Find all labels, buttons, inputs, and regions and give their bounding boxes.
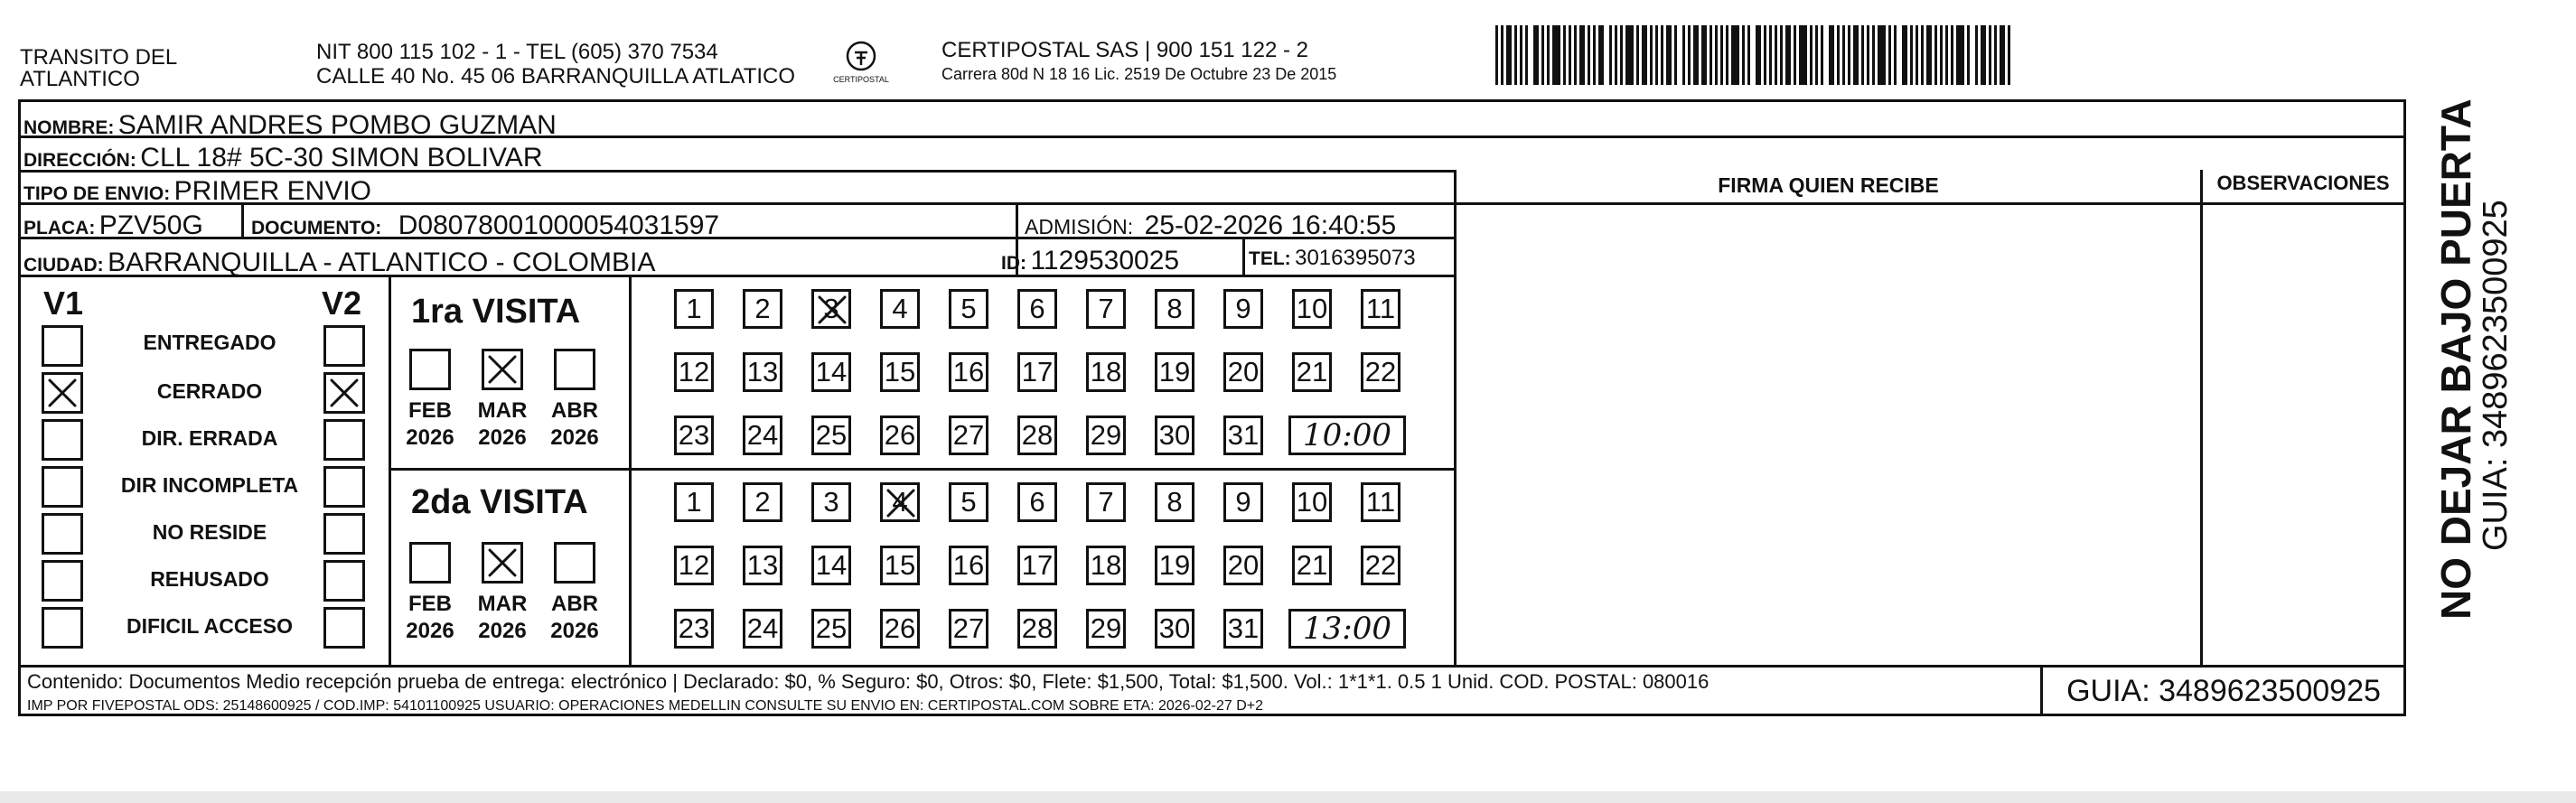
signature-area[interactable] (1459, 206, 2198, 662)
barcode-bar (1747, 25, 1750, 85)
second-visit-day-box[interactable]: 13 (743, 546, 782, 585)
second-visit-day-box[interactable]: 10 (1292, 482, 1332, 522)
barcode-bar (1981, 25, 1986, 85)
v1-label: V1 (43, 285, 84, 322)
second-visit-month-checkbox[interactable] (554, 542, 595, 584)
first-visit-month-label: ABR 2026 (550, 398, 599, 450)
barcode-bar (1552, 25, 1560, 85)
barcode-bar (1975, 25, 1978, 85)
barcode-bar (1842, 25, 1845, 85)
second-visit-day-box[interactable]: 29 (1086, 609, 1126, 649)
barcode-bar (1609, 25, 1612, 85)
first-visit-day-box[interactable]: 15 (880, 352, 920, 392)
barcode-bar (1720, 25, 1723, 85)
second-visit-month-label: FEB 2026 (406, 592, 454, 643)
barcode-bar (1655, 25, 1658, 85)
second-visit-day-box[interactable]: 11 (1361, 482, 1400, 522)
second-visit-day-box[interactable]: 22 (1361, 546, 1400, 585)
second-visit-day-box[interactable]: 5 (949, 482, 988, 522)
barcode-bar (1715, 25, 1718, 85)
second-visit-day-box[interactable]: 16 (949, 546, 988, 585)
second-visit-day-box[interactable]: 8 (1155, 482, 1194, 522)
status-label: DIFICIL ACCESO (126, 614, 293, 638)
barcode-bar (1693, 25, 1699, 85)
second-visit-day-box[interactable]: 18 (1086, 546, 1126, 585)
second-visit-day-box[interactable]: 9 (1223, 482, 1263, 522)
barcode-bar (1794, 25, 1796, 85)
contenido-line: Contenido: Documentos Medio recepción prueba de entrega: electrónico | Declarado: $0, % Seguro: $0, Otros: $0, Flete: $1,500, Total: $1,500. Vol.: 1*1*1. 0.5 1 Unid. COD. POSTAL: 080016 (27, 670, 1710, 693)
tel-value: 3016395073 (1295, 246, 1416, 270)
observaciones-header: OBSERVACIONES (2216, 172, 2390, 194)
barcode-bar (1701, 25, 1707, 85)
barcode-bar (1506, 25, 1512, 85)
barcode-bar (1902, 25, 1907, 85)
first-visit-day-box[interactable]: 16 (949, 352, 988, 392)
first-visit-day-box[interactable]: 14 (811, 352, 851, 392)
guia-footer-box: GUIA: 3489623500925 (2066, 674, 2381, 708)
v2-checkbox[interactable] (323, 325, 365, 367)
tipo-envio-label: TIPO DE ENVIO: (23, 183, 171, 204)
first-visit-day-box[interactable]: 11 (1361, 289, 1400, 329)
admision-value: 25-02-2026 16:40:55 (1144, 210, 1397, 240)
status-label: ENTREGADO (143, 331, 276, 354)
barcode-bar (1967, 25, 1970, 85)
first-visit-title: 1ra VISITA (411, 293, 581, 331)
no-dejar-bajo-puerta: NO DEJAR BAJO PUERTA (2432, 98, 2479, 620)
second-visit-day-box[interactable]: 1 (674, 482, 714, 522)
second-visit-day-box[interactable]: 14 (811, 546, 851, 585)
admision-label: ADMISIÓN: (1025, 215, 1134, 238)
barcode-bar (1894, 25, 1897, 85)
barcode-bar (1956, 25, 1964, 85)
v1-checkbox[interactable] (42, 513, 83, 555)
first-visit-day-box[interactable]: 25 (811, 416, 851, 455)
barcode-bar (1636, 25, 1639, 85)
barcode-bar (1541, 25, 1544, 85)
barcode-bar (1921, 25, 1924, 85)
first-visit-month-label: MAR 2026 (477, 398, 528, 450)
documento-value: D08078001000054031597 (398, 210, 720, 240)
second-visit-day-box[interactable]: 31 (1223, 609, 1263, 649)
second-visit-month-checkbox[interactable] (409, 542, 451, 584)
barcode-bar (1520, 25, 1522, 85)
barcode-bar (1867, 25, 1869, 85)
first-visit-day-box[interactable]: 20 (1223, 352, 1263, 392)
v1-checkbox[interactable] (42, 325, 83, 367)
second-visit-day-box[interactable]: 4 (880, 482, 920, 522)
placa-label: PLACA: (23, 218, 96, 238)
barcode-bar (2000, 25, 2005, 85)
barcode-bar (1620, 25, 1623, 85)
status-label: CERRADO (156, 379, 263, 403)
barcode-bar (1501, 25, 1503, 85)
barcode-bar (1989, 25, 1991, 85)
barcode-bar (1926, 25, 1932, 85)
barcode-bar (1848, 25, 1850, 85)
barcode-bar (1775, 25, 1777, 85)
barcode-bar (1514, 25, 1517, 85)
barcode-bar (1764, 25, 1766, 85)
first-visit-day-box[interactable]: 3 (811, 289, 851, 329)
second-visit-day-box[interactable]: 15 (880, 546, 920, 585)
second-visit-day-box[interactable]: 6 (1017, 482, 1057, 522)
tracking-barcode (1495, 25, 2013, 85)
first-visit-day-box[interactable]: 1 (674, 289, 714, 329)
firma-header: FIRMA QUIEN RECIBE (1718, 173, 1939, 197)
second-visit-day-box[interactable]: 28 (1017, 609, 1057, 649)
barcode-bar (1815, 25, 1818, 85)
barcode-bar (1650, 25, 1653, 85)
barcode-bar (1726, 25, 1728, 85)
barcode-bar (1785, 25, 1791, 85)
second-visit-day-box[interactable]: 12 (674, 546, 714, 585)
barcode-bar (1642, 25, 1647, 85)
v2-checkbox[interactable] (323, 466, 365, 508)
first-visit-day-box[interactable]: 2 (743, 289, 782, 329)
second-visit-day-box[interactable]: 25 (811, 609, 851, 649)
v1-checkbox[interactable] (42, 466, 83, 508)
second-visit-day-box[interactable]: 26 (880, 609, 920, 649)
first-visit-day-box[interactable]: 24 (743, 416, 782, 455)
second-visit-month-label: MAR 2026 (477, 592, 528, 643)
first-visit-day-box[interactable]: 12 (674, 352, 714, 392)
second-visit-day-box[interactable]: 17 (1017, 546, 1057, 585)
guia-side: GUIA: 3489623500925 (2477, 200, 2515, 551)
first-visit-day-box[interactable]: 7 (1086, 289, 1126, 329)
barcode-bar (1625, 25, 1634, 85)
id-value: 1129530025 (1030, 246, 1180, 275)
barcode-bar (1525, 25, 1528, 85)
first-visit-day-box[interactable]: 4 (880, 289, 920, 329)
barcode-bar (1563, 25, 1566, 85)
v1-checkbox[interactable] (42, 372, 83, 414)
barcode-bar (1940, 25, 1943, 85)
barcode-bar (1780, 25, 1783, 85)
observations-area[interactable] (2206, 206, 2403, 662)
barcode-bar (2008, 25, 2010, 85)
barcode-bar (1756, 25, 1761, 85)
first-visit-day-box[interactable]: 30 (1155, 416, 1194, 455)
v1-checkbox[interactable] (42, 607, 83, 649)
barcode-bar (1799, 25, 1807, 85)
barcode-bar (1810, 25, 1813, 85)
certipostal-logo: CERTIPOSTAL (829, 40, 893, 92)
first-visit-day-box[interactable]: 17 (1017, 352, 1057, 392)
first-visit-day-box[interactable]: 23 (674, 416, 714, 455)
sender-name-line1: TRANSITO DEL (20, 45, 178, 70)
v2-checkbox[interactable] (323, 607, 365, 649)
barcode-bar (1853, 25, 1859, 85)
second-visit-title: 2da VISITA (411, 483, 588, 521)
barcode-bar (1951, 25, 1953, 85)
first-visit-day-box[interactable]: 18 (1086, 352, 1126, 392)
v1-checkbox[interactable] (42, 560, 83, 602)
first-visit-day-box[interactable]: 5 (949, 289, 988, 329)
barcode-bar (1837, 25, 1840, 85)
direccion-value: CLL 18# 5C-30 SIMON BOLIVAR (140, 143, 543, 173)
carrier-license-line: Carrera 80d N 18 16 Lic. 2519 De Octubre 23 De 2015 (941, 65, 1337, 83)
ciudad-label: CIUDAD: (23, 255, 104, 275)
imp-line: IMP POR FIVEPOSTAL ODS: 25148600925 / COD.IMP: 54101100925 USUARIO: OPERACIONES MEDELLIN CONSULTE SU ENVIO EN: CERTIPOSTAL.COM SOBRE ETA: 2026-02-27 D+2 (27, 698, 1264, 714)
v2-label: V2 (322, 285, 362, 322)
barcode-bar (1593, 25, 1596, 85)
barcode-bar (1615, 25, 1617, 85)
sender-name-line2: ATLANTICO (20, 67, 140, 91)
first-visit-day-box[interactable]: 10 (1292, 289, 1332, 329)
barcode-bar (1674, 25, 1677, 85)
v1-checkbox[interactable] (42, 419, 83, 461)
second-visit-day-box[interactable]: 24 (743, 609, 782, 649)
first-visit-day-box[interactable]: 28 (1017, 416, 1057, 455)
first-visit-day-box[interactable]: 8 (1155, 289, 1194, 329)
barcode-bar (1666, 25, 1672, 85)
barcode-bar (1547, 25, 1550, 85)
barcode-bar (1994, 25, 1997, 85)
barcode-bar (1945, 25, 1948, 85)
barcode-bar (1821, 25, 1823, 85)
first-visit-day-box[interactable]: 9 (1223, 289, 1263, 329)
barcode-bar (1934, 25, 1937, 85)
tel-label: TEL: (1249, 248, 1291, 269)
barcode-bar (1588, 25, 1590, 85)
first-visit-day-box[interactable]: 26 (880, 416, 920, 455)
barcode-bar (1533, 25, 1539, 85)
barcode-bar (1910, 25, 1913, 85)
second-visit-day-box[interactable]: 27 (949, 609, 988, 649)
first-visit-day-box[interactable]: 6 (1017, 289, 1057, 329)
second-visit-day-box[interactable]: 2 (743, 482, 782, 522)
second-visit-day-box[interactable]: 7 (1086, 482, 1126, 522)
first-visit-day-box[interactable]: 21 (1292, 352, 1332, 392)
barcode-bar (1742, 25, 1745, 85)
direccion-label: DIRECCIÓN: (23, 150, 136, 171)
status-label: DIR. ERRADA (141, 426, 278, 450)
barcode-bar (1574, 25, 1577, 85)
documento-label: DOCUMENTO: (251, 218, 382, 238)
second-visit-day-box[interactable]: 21 (1292, 546, 1332, 585)
v2-checkbox[interactable] (323, 372, 365, 414)
id-label: ID: (1001, 253, 1026, 274)
placa-value: PZV50G (98, 210, 203, 240)
v2-checkbox[interactable] (323, 513, 365, 555)
barcode-bar (1569, 25, 1571, 85)
barcode-bar (1598, 25, 1604, 85)
ciudad-value: BARRANQUILLA - ATLANTICO - COLOMBIA (108, 247, 656, 277)
first-visit-day-box[interactable]: 19 (1155, 352, 1194, 392)
barcode-bar (1872, 25, 1875, 85)
first-visit-day-box[interactable]: 27 (949, 416, 988, 455)
status-label: DIR INCOMPLETA (120, 473, 299, 497)
barcode-bar (1661, 25, 1663, 85)
first-visit-day-box[interactable]: 13 (743, 352, 782, 392)
second-visit-day-box[interactable]: 19 (1155, 546, 1194, 585)
second-visit-month-label: ABR 2026 (550, 592, 599, 643)
barcode-bar (1688, 25, 1691, 85)
first-visit-month-checkbox[interactable] (554, 349, 595, 390)
barcode-bar (1495, 25, 1498, 85)
second-visit-month-checkbox[interactable] (482, 542, 523, 584)
sender-nit-line: NIT 800 115 102 - 1 - TEL (605) 370 7534 (316, 40, 718, 64)
carrier-company-line: CERTIPOSTAL SAS | 900 151 122 - 2 (941, 38, 1308, 62)
second-visit-day-box[interactable]: 30 (1155, 609, 1194, 649)
first-visit-day-box[interactable]: 31 (1223, 416, 1263, 455)
second-visit-day-box[interactable]: 23 (674, 609, 714, 649)
second-visit-day-box[interactable]: 3 (811, 482, 851, 522)
first-visit-month-checkbox[interactable] (409, 349, 451, 390)
barcode-bar (1829, 25, 1834, 85)
barcode-bar (1731, 25, 1739, 85)
v2-checkbox[interactable] (323, 560, 365, 602)
barcode-bar (1916, 25, 1918, 85)
sender-address-line: CALLE 40 No. 45 06 BARRANQUILLA ATLATICO (316, 64, 796, 89)
first-visit-month-checkbox[interactable] (482, 349, 523, 390)
barcode-bar (1769, 25, 1772, 85)
barcode-bar (1861, 25, 1864, 85)
barcode-bar (1579, 25, 1585, 85)
status-label: REHUSADO (150, 567, 269, 591)
first-visit-month-label: FEB 2026 (406, 398, 454, 450)
barcode-bar (1682, 25, 1685, 85)
first-visit-day-box[interactable]: 22 (1361, 352, 1400, 392)
first-visit-time-box[interactable]: 10:00 (1288, 416, 1406, 455)
barcode-bar (1888, 25, 1891, 85)
second-visit-day-box[interactable]: 20 (1223, 546, 1263, 585)
second-visit-time-box[interactable]: 13:00 (1288, 609, 1406, 649)
status-label: NO RESIDE (152, 520, 267, 544)
barcode-bar (1710, 25, 1712, 85)
barcode-bar (1878, 25, 1886, 85)
tipo-envio-value: PRIMER ENVIO (173, 176, 372, 206)
v2-checkbox[interactable] (323, 419, 365, 461)
nombre-label: NOMBRE: (23, 117, 115, 138)
nombre-value: SAMIR ANDRES POMBO GUZMAN (117, 110, 557, 140)
first-visit-day-box[interactable]: 29 (1086, 416, 1126, 455)
